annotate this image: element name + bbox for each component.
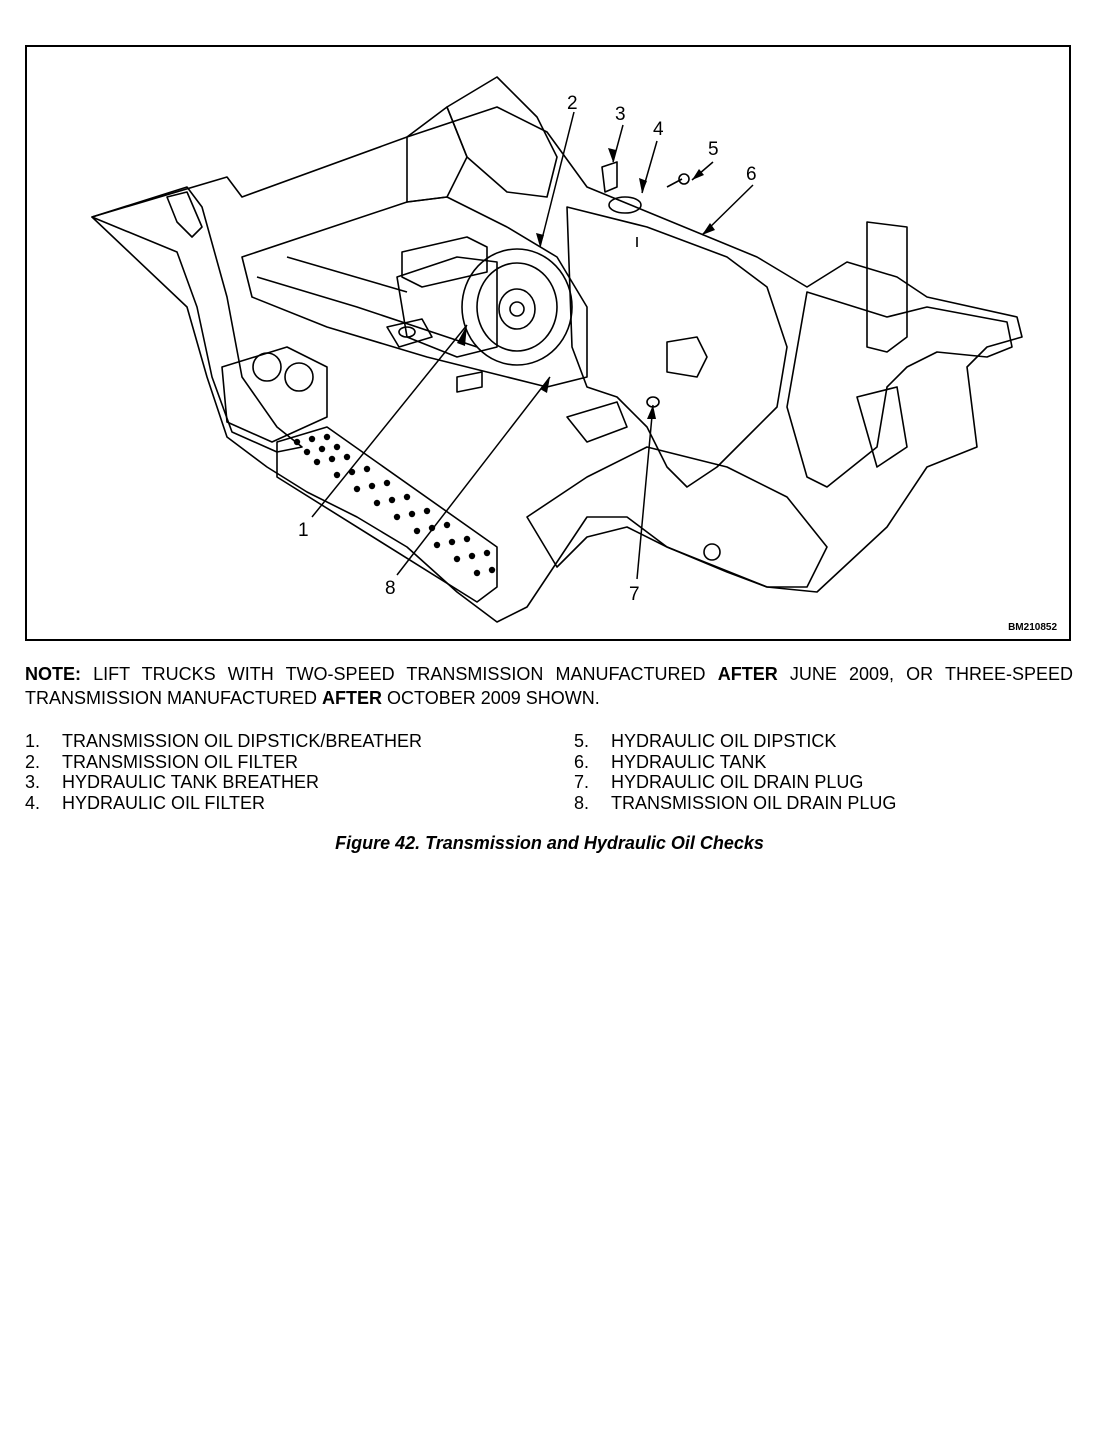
callout-8: 8	[385, 578, 396, 599]
callout-4: 4	[653, 119, 664, 140]
leader-lines	[312, 112, 753, 579]
legend-item	[574, 752, 896, 773]
legend-number: 7.	[574, 772, 590, 792]
step-plate	[277, 427, 497, 602]
callout-6: 6	[746, 164, 757, 185]
legend-text: TRANSMISSION OIL FILTER	[62, 751, 299, 772]
legend-right-column	[574, 731, 896, 813]
legend-text: HYDRAULIC TANK	[611, 751, 767, 772]
arrowheads	[457, 148, 715, 419]
legend-text: HYDRAULIC OIL DRAIN PLUG	[611, 772, 864, 792]
legend-item	[25, 731, 422, 752]
callout-1: 1	[298, 520, 309, 541]
legend-number: 1.	[25, 731, 41, 751]
legend-item	[25, 793, 422, 814]
note-text-2: JUNE 2009, OR THREE-SPEED TRANSMISSION MANUFACTURED	[25, 664, 1074, 708]
right-rail	[787, 292, 1012, 487]
legend-number: 6.	[574, 751, 590, 772]
note-text-1: LIFT TRUCKS WITH TWO-SPEED TRANSMISSION MANUFACTURED	[81, 664, 718, 684]
legend-left-column	[25, 731, 422, 813]
legend-number: 4.	[25, 792, 41, 813]
note-emphasis-2: AFTER	[322, 688, 383, 708]
legend-text: TRANSMISSION OIL DIPSTICK/BREATHER	[62, 731, 423, 751]
legend-text: HYDRAULIC OIL FILTER	[62, 792, 266, 813]
legend-item	[574, 793, 896, 814]
figure-caption: Figure 42. Transmission and Hydraulic Oil Checks	[335, 833, 764, 853]
callout-7: 7	[629, 584, 640, 605]
front-crossmember	[527, 447, 827, 587]
legend-item	[25, 772, 422, 793]
legend-number: 3.	[25, 772, 41, 792]
note-label: NOTE:	[25, 664, 81, 684]
left-fender	[92, 187, 302, 452]
lift-truck-frame-illustration	[27, 47, 1069, 639]
legend-text: HYDRAULIC TANK BREATHER	[62, 772, 320, 792]
note-emphasis-1: AFTER	[717, 664, 778, 684]
note-paragraph	[25, 662, 1073, 710]
legend-item	[25, 752, 422, 773]
transmission-housing	[462, 249, 572, 365]
callout-2: 2	[567, 93, 578, 114]
legend-number: 8.	[574, 792, 590, 813]
legend-item	[574, 772, 896, 793]
callout-3: 3	[615, 104, 626, 125]
hydraulic-tank	[567, 207, 787, 487]
callout-5: 5	[708, 139, 719, 160]
inner-rail	[242, 197, 587, 387]
note-text-3: OCTOBER 2009 SHOWN.	[382, 688, 600, 708]
figure-id-code: BM210852	[1008, 622, 1057, 633]
legend-item	[574, 731, 896, 752]
legend-text: HYDRAULIC OIL DIPSTICK	[611, 731, 837, 751]
figure-frame	[25, 45, 1071, 641]
legend-number: 5.	[574, 731, 590, 751]
left-box	[222, 347, 327, 442]
legend-text: TRANSMISSION OIL DRAIN PLUG	[611, 792, 897, 813]
step-dots	[294, 434, 495, 576]
legend-number: 2.	[25, 751, 41, 772]
